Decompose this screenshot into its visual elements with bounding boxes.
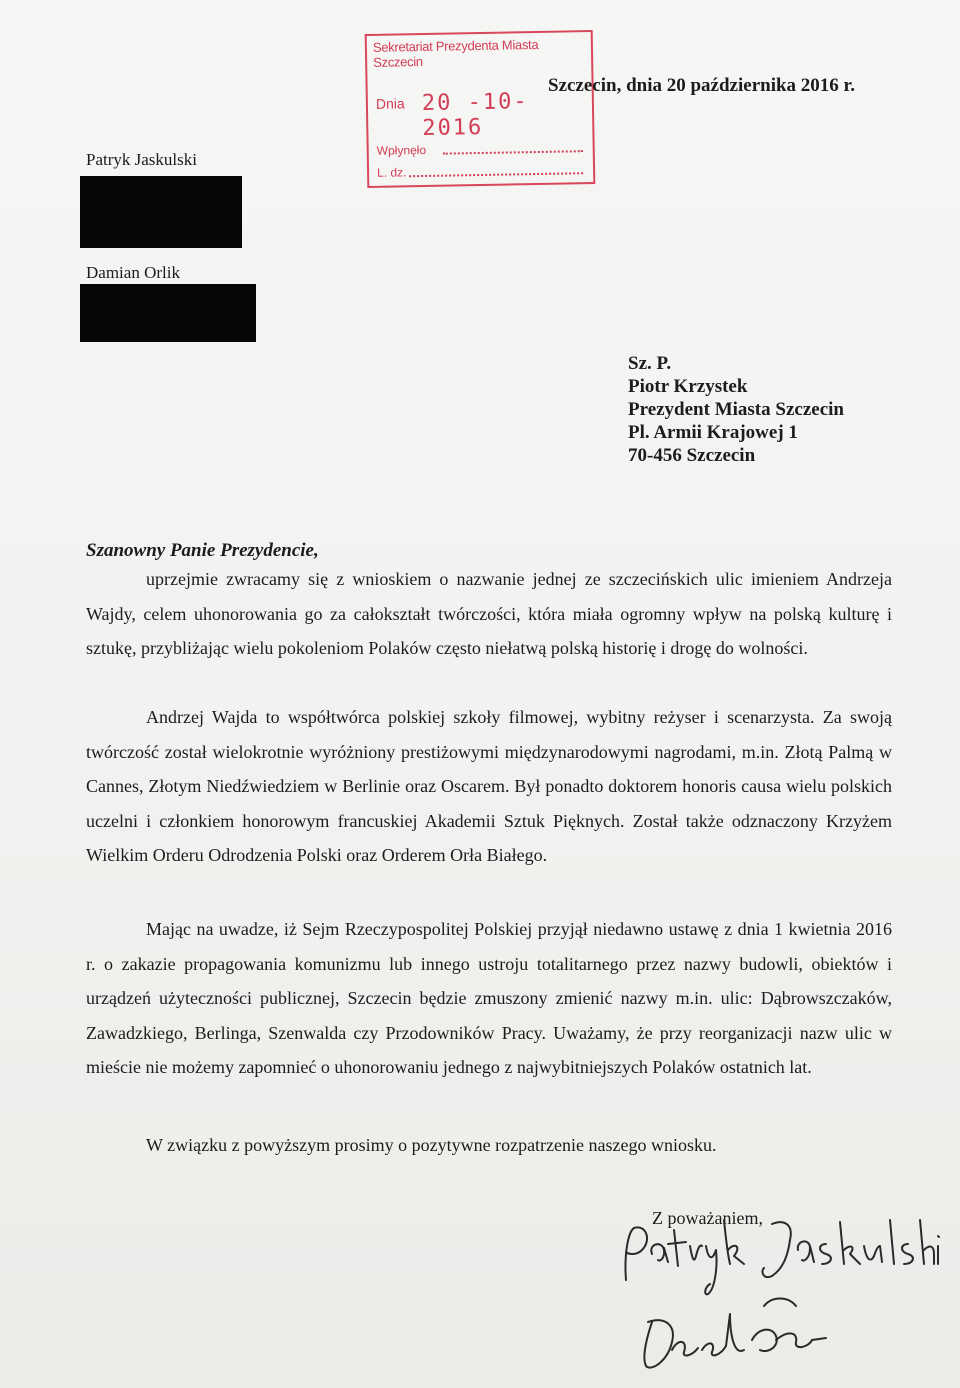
signature-stroke xyxy=(705,1246,716,1294)
signature-stroke xyxy=(625,1227,647,1280)
signature-stroke xyxy=(672,1342,698,1356)
stamp-dotted-line xyxy=(409,172,583,177)
signature-stroke xyxy=(644,1320,672,1367)
signature-stroke xyxy=(724,1220,744,1264)
body-paragraph-1 xyxy=(86,562,892,666)
stamp-dotted-line xyxy=(443,150,583,154)
signature-stroke xyxy=(702,1314,744,1355)
signature-stroke xyxy=(938,1236,939,1264)
body-paragraph-4 xyxy=(86,1128,892,1163)
signature-stroke xyxy=(902,1244,913,1264)
signature-stroke xyxy=(864,1246,882,1262)
paragraph-text: Mając na uwadze, iż Sejm Rzeczypospolitej Polskiej przyjął niedawno ustawę z dnia 1 kwietnia 2016 r. o zakazie propagowania komunizmu lub innego ustroju totalitarnego przez nazwy budowli, obiektów i urządzeń użyteczności publicznej, Szczecin będzie zmuszony zmienić nazwy m.in. ulic: Dąbrowszczaków, Zawadzkiego, Berlinga, Szenwalda czy Przodowników Pracy. Uważamy, że przy reorganizacji nazw ulic w mieście nie możemy zapomnieć o uhonorowaniu jednego z najwybitniejszych Polaków ostatnich lat. xyxy=(86,919,892,1077)
recipient-line: Piotr Krzystek xyxy=(628,376,748,397)
paragraph-text: uprzejmie zwracamy się z wnioskiem o nazwanie jednej ze szczecińskich ulic imieniem Andrzeja Wajdy, celem uhonorowania go za całokształt twórczości, która miała ogromny wpływ na polską kulturę i sztukę, przybliżając wielu pokoleniom Polaków często niełatwą polską historię i drogę do wolności. xyxy=(86,569,892,658)
sender-name-2: Damian Orlik xyxy=(86,263,180,282)
signature-stroke xyxy=(890,1220,894,1264)
signature-stroke xyxy=(820,1244,831,1264)
stamp-date: 20 -10- 2016 xyxy=(421,89,529,142)
signature-stroke xyxy=(752,1330,812,1351)
sender-name-1: Patryk Jaskulski xyxy=(86,150,197,169)
stamp-dnia-label: Dnia xyxy=(375,95,405,112)
body-paragraph-3 xyxy=(86,912,892,1085)
paragraph-text: Andrzej Wajda to współtwórca polskiej szkoły filmowej, wybitny reżyser i scenarzysta. Za swoją twórczość został wielokrotnie wyróżniony prestiżowymi międzynarodowymi nagrodami, m.in. Złotą Palmą w Cannes, Złotym Niedźwiedziem w Berlinie oraz Oscarem. Był ponadto doktorem honoris causa wielu polskich uczelni i członkiem honorowym francuskiej Akademii Sztuk Pięknych. Został także odznaczony Krzyżem Wielkim Orderu Odrodzenia Polski oraz Orderem Orła Białego. xyxy=(86,707,892,865)
signature-stroke xyxy=(798,1241,814,1262)
place-and-date: Szczecin, dnia 20 października 2016 r. xyxy=(548,75,855,96)
signature-stroke xyxy=(762,1222,790,1277)
recipient-line: Prezydent Miasta Szczecin xyxy=(628,399,844,420)
recipient-line: 70-456 Szczecin xyxy=(628,445,756,466)
signature-stroke xyxy=(668,1230,686,1266)
stamp-ref-label: L. dz. xyxy=(376,165,407,180)
signature-stroke xyxy=(690,1245,702,1259)
paragraph-text: W związku z powyższym prosimy o pozytywne rozpatrzenie naszego wniosku. xyxy=(146,1135,717,1155)
stamp-received-label: Wpłynęło xyxy=(376,142,427,158)
recipient-line: Pl. Armii Krajowej 1 xyxy=(628,422,798,443)
signature-stroke xyxy=(651,1244,668,1262)
body-paragraph-2 xyxy=(86,700,892,873)
recipient-block xyxy=(628,352,844,467)
signature-stroke xyxy=(812,1338,826,1340)
signature-stroke xyxy=(764,1299,796,1307)
signature-stroke xyxy=(920,1220,934,1264)
office-stamp xyxy=(365,30,596,188)
signature-stroke xyxy=(840,1222,860,1264)
handwritten-signatures xyxy=(612,1210,942,1380)
recipient-line: Sz. P. xyxy=(628,353,672,374)
stamp-title: Sekretariat Prezydenta Miasta Szczecin xyxy=(372,36,539,70)
salutation: Szanowny Panie Prezydencie, xyxy=(86,540,319,561)
redacted-address-2 xyxy=(80,284,256,342)
closing-text: Z poważaniem, xyxy=(652,1208,763,1228)
redacted-address-1 xyxy=(80,176,242,248)
